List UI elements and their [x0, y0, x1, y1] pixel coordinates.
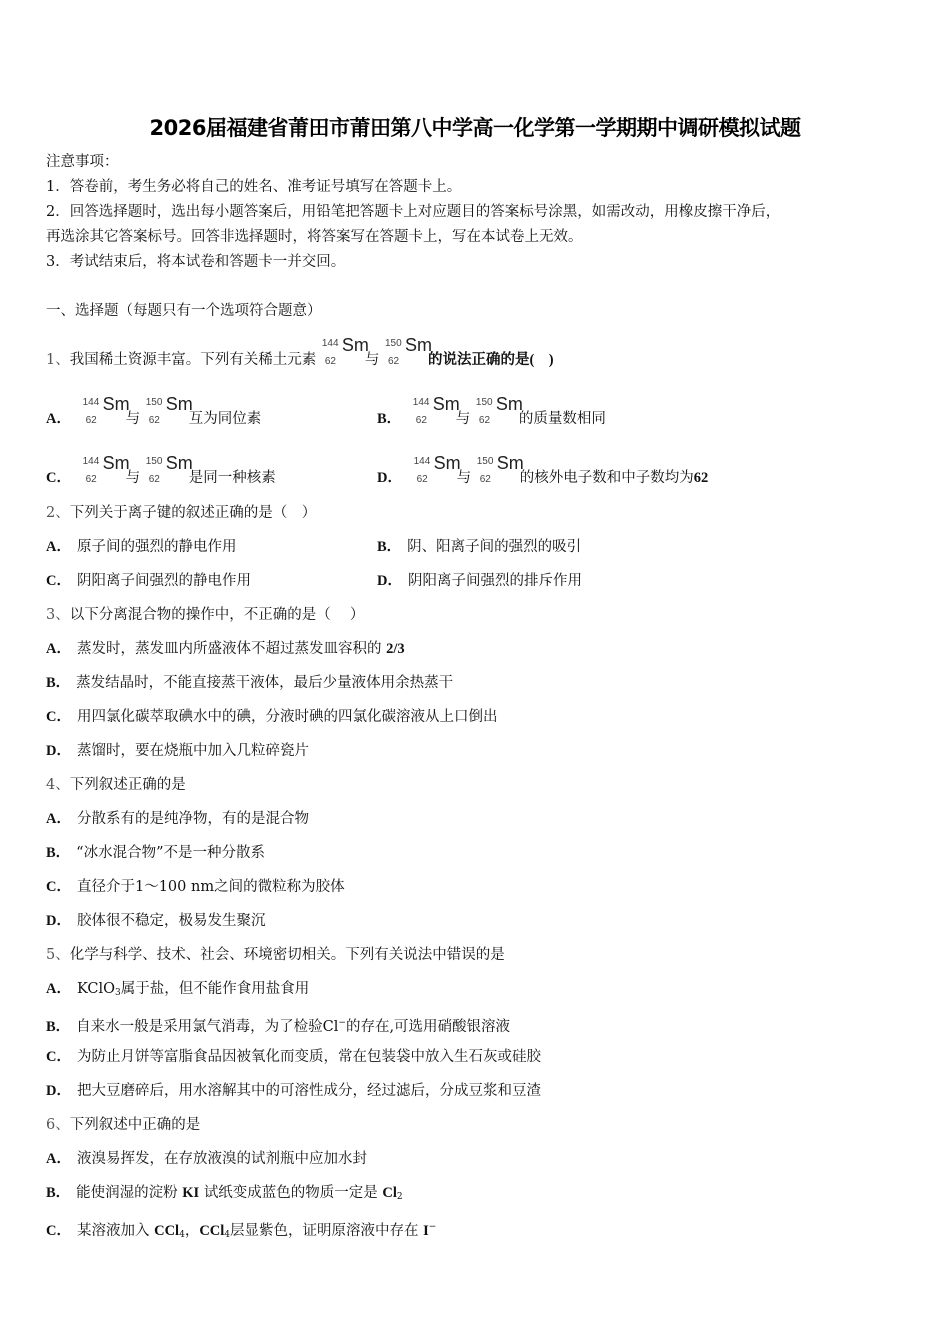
option-label: B． [377, 411, 402, 427]
option-text: 的核外电子数和中子数均为 [519, 470, 694, 486]
option-text: 蒸发时，蒸发皿内所盛液体不超过蒸发皿容积的 [76, 641, 382, 657]
option-text: 胶体很不稳定，极易发生聚沉 [76, 913, 266, 929]
question-5-stem [46, 945, 505, 965]
option-text: 用四氯化碳萃取碘水中的碘，分液时碘的四氯化碳溶液从上口倒出 [76, 709, 498, 725]
question-4-stem [46, 775, 186, 795]
q1-option-a[interactable]: A． 144 62 Sm 与 150 62 Sm 互为同位素 [46, 394, 262, 427]
option-text: 属于盐，但不能作食用盐食用 [120, 981, 310, 997]
option-label: B． [46, 675, 71, 691]
option-text: 蒸馏时，要在烧瓶中加入几粒碎瓷片 [76, 743, 309, 759]
subscript: 2 [396, 1192, 403, 1202]
conj: 与 [364, 352, 380, 368]
stem-text: 我国稀土资源丰富。下列有关稀土元素 [69, 352, 317, 368]
superscript: − [428, 1222, 437, 1232]
section-heading: 一、选择题（每题只有一个选项符合题意） [46, 303, 322, 319]
q6-option-c[interactable] [46, 1217, 436, 1245]
formula: KI [182, 1185, 200, 1201]
subscript: 4 [224, 1230, 231, 1240]
option-label: A． [46, 641, 71, 657]
q1-option-b[interactable]: B． 144 62 Sm 与 150 62 Sm 的质量数相同 [377, 394, 606, 427]
notice-item-3: 3．考试结束后，将本试卷和答题卡一并交回。 [46, 254, 346, 270]
option-label: A． [46, 1151, 71, 1167]
stem-text: 下列关于离子键的叙述正确的是（ ） [69, 505, 317, 521]
option-label: B． [46, 845, 71, 861]
question-2-stem [46, 503, 316, 523]
q3-option-c[interactable] [46, 707, 497, 727]
option-text: 液溴易挥发，在存放液溴的试剂瓶中应加水封 [76, 1151, 367, 1167]
option-label: A． [46, 539, 71, 555]
formula: CCl [154, 1223, 180, 1239]
formula: CCl [199, 1223, 225, 1239]
option-tail: 62 [693, 470, 709, 486]
question-1-stem [46, 335, 554, 370]
option-label: C． [46, 879, 71, 895]
stem-text: 以下分离混合物的操作中，不正确的是（ ） [69, 607, 365, 623]
q4-option-b[interactable] [46, 843, 265, 863]
notice-item-2: 2．回答选择题时，选出每小题答案后，用铅笔把答题卡上对应题目的答案标号涂黑，如需改动，用橡皮擦干净后， [46, 204, 781, 220]
option-text: 层显紫色，证明原溶液中存在 [230, 1223, 419, 1239]
isotope-sm-150: 150 62 Sm [145, 394, 193, 426]
formula: I [423, 1223, 429, 1239]
notice-heading: 注意事项： [46, 154, 119, 170]
stem-text: 化学与科学、技术、社会、环境密切相关。下列有关说法中错误的是 [69, 947, 505, 963]
option-text: 的质量数相同 [518, 411, 606, 427]
option-label: A． [46, 411, 71, 427]
option-label: C． [46, 709, 71, 725]
option-text: 互为同位素 [188, 411, 262, 427]
option-label: B． [46, 1185, 71, 1201]
isotope-sm-150: 150 62 Sm [384, 335, 432, 367]
q2-option-d[interactable] [377, 571, 582, 591]
option-label: C． [46, 1223, 71, 1239]
option-tail: 2/3 [386, 641, 405, 657]
option-text: 蒸发结晶时，不能直接蒸干液体，最后少量液体用余热蒸干 [76, 675, 454, 691]
q4-option-a[interactable] [46, 809, 309, 829]
option-text: 原子间的强烈的静电作用 [76, 539, 237, 555]
option-text: 分散系有的是纯净物，有的是混合物 [76, 811, 309, 827]
notice-item-1: 1．答卷前，考生务必将自己的姓名、准考证号填写在答题卡上。 [46, 179, 462, 195]
isotope-sm-144: 144 62 Sm [82, 394, 130, 426]
q2-option-a[interactable] [46, 537, 236, 557]
option-text: 的存在,可选用硝酸银溶液 [345, 1019, 511, 1035]
isotope-sm-144: 144 62 Sm [82, 453, 130, 485]
q2-option-c[interactable] [46, 571, 251, 591]
option-text: 为防止月饼等富脂食品因被氧化而变质，常在包装袋中放入生石灰或硅胶 [76, 1049, 541, 1065]
q1-option-c[interactable]: C． 144 62 Sm 与 150 62 Sm 是同一种核素 [46, 453, 276, 486]
option-label: B． [377, 539, 402, 555]
question-number: 3、 [46, 607, 70, 623]
q3-option-a[interactable] [46, 639, 405, 659]
question-number: 4、 [46, 777, 70, 793]
formula: Cl [382, 1185, 397, 1201]
q5-option-d[interactable] [46, 1081, 541, 1101]
q2-option-b[interactable] [377, 537, 581, 557]
stem-text: 下列叙述正确的是 [69, 777, 186, 793]
question-6-stem [46, 1115, 200, 1135]
isotope-sm-150: 150 62 Sm [476, 453, 524, 485]
option-text: ， [184, 1223, 200, 1239]
q6-option-a[interactable] [46, 1149, 367, 1169]
option-text: 能使润湿的淀粉 [76, 1185, 178, 1201]
q1-option-d[interactable]: D． 144 62 Sm 与 150 62 Sm 的核外电子数和中子数均为62 [377, 453, 709, 486]
question-number: 5、 [46, 947, 70, 963]
option-text: 把大豆磨碎后，用水溶解其中的可溶性成分，经过滤后，分成豆浆和豆渣 [76, 1083, 541, 1099]
subscript: 4 [179, 1230, 185, 1240]
option-label: C． [46, 1049, 71, 1065]
question-3-stem [46, 605, 364, 625]
option-text: 直径介于1～100 nm之间的微粒称为胶体 [76, 879, 345, 895]
exam-title: 2026届福建省莆田市莆田第八中学高一化学第一学期期中调研模拟试题 [149, 116, 801, 140]
isotope-sm-144: 144 62 Sm [413, 453, 461, 485]
q4-option-c[interactable] [46, 877, 345, 897]
formula: KClO [76, 981, 116, 997]
isotope-sm-150: 150 62 Sm [145, 453, 193, 485]
subscript: 3 [115, 988, 121, 998]
q5-option-a[interactable] [46, 979, 309, 1003]
q6-option-b[interactable] [46, 1183, 403, 1207]
isotope-sm-150: 150 62 Sm [475, 394, 523, 426]
stem-text: 下列叙述中正确的是 [69, 1117, 201, 1133]
option-label: C． [46, 573, 71, 589]
option-label: B． [46, 1019, 71, 1035]
option-label: D． [377, 573, 402, 589]
option-label: C． [46, 470, 71, 486]
option-text: 阴阳离子间强烈的排斥作用 [407, 573, 582, 589]
question-number: 1、 [46, 352, 70, 368]
option-text: 自来水一般是采用氯气消毒，为了检验Cl [76, 1019, 339, 1035]
isotope-sm-144: 144 62 Sm [412, 394, 460, 426]
q4-option-d[interactable] [46, 911, 265, 931]
option-text: 阴、阳离子间的强烈的吸引 [407, 539, 582, 555]
question-number: 2、 [46, 505, 70, 521]
option-label: D． [46, 913, 71, 929]
option-label: D． [46, 1083, 71, 1099]
option-label: D． [377, 470, 402, 486]
option-label: A． [46, 811, 71, 827]
option-text: 某溶液加入 [76, 1223, 150, 1239]
isotope-sm-144: 144 62 Sm [321, 335, 369, 367]
stem-text: 的说法正确的是( ) [427, 352, 554, 368]
option-text: 是同一种核素 [188, 470, 276, 486]
question-number: 6、 [46, 1117, 70, 1133]
q3-option-b[interactable] [46, 673, 453, 693]
q3-option-d[interactable] [46, 741, 309, 761]
notice-item-2-cont: 再选涂其它答案标号。回答非选择题时，将答案写在答题卡上，写在本试卷上无效。 [46, 229, 583, 245]
option-text: 阴阳离子间强烈的静电作用 [76, 573, 251, 589]
q5-option-c[interactable] [46, 1047, 541, 1067]
option-text: “冰水混合物”不是一种分散系 [76, 845, 265, 861]
option-label: A． [46, 981, 71, 997]
option-label: D． [46, 743, 71, 759]
option-text: 试纸变成蓝色的物质一定是 [203, 1185, 378, 1201]
q5-option-b[interactable] [46, 1013, 510, 1037]
superscript: − [338, 1018, 346, 1028]
